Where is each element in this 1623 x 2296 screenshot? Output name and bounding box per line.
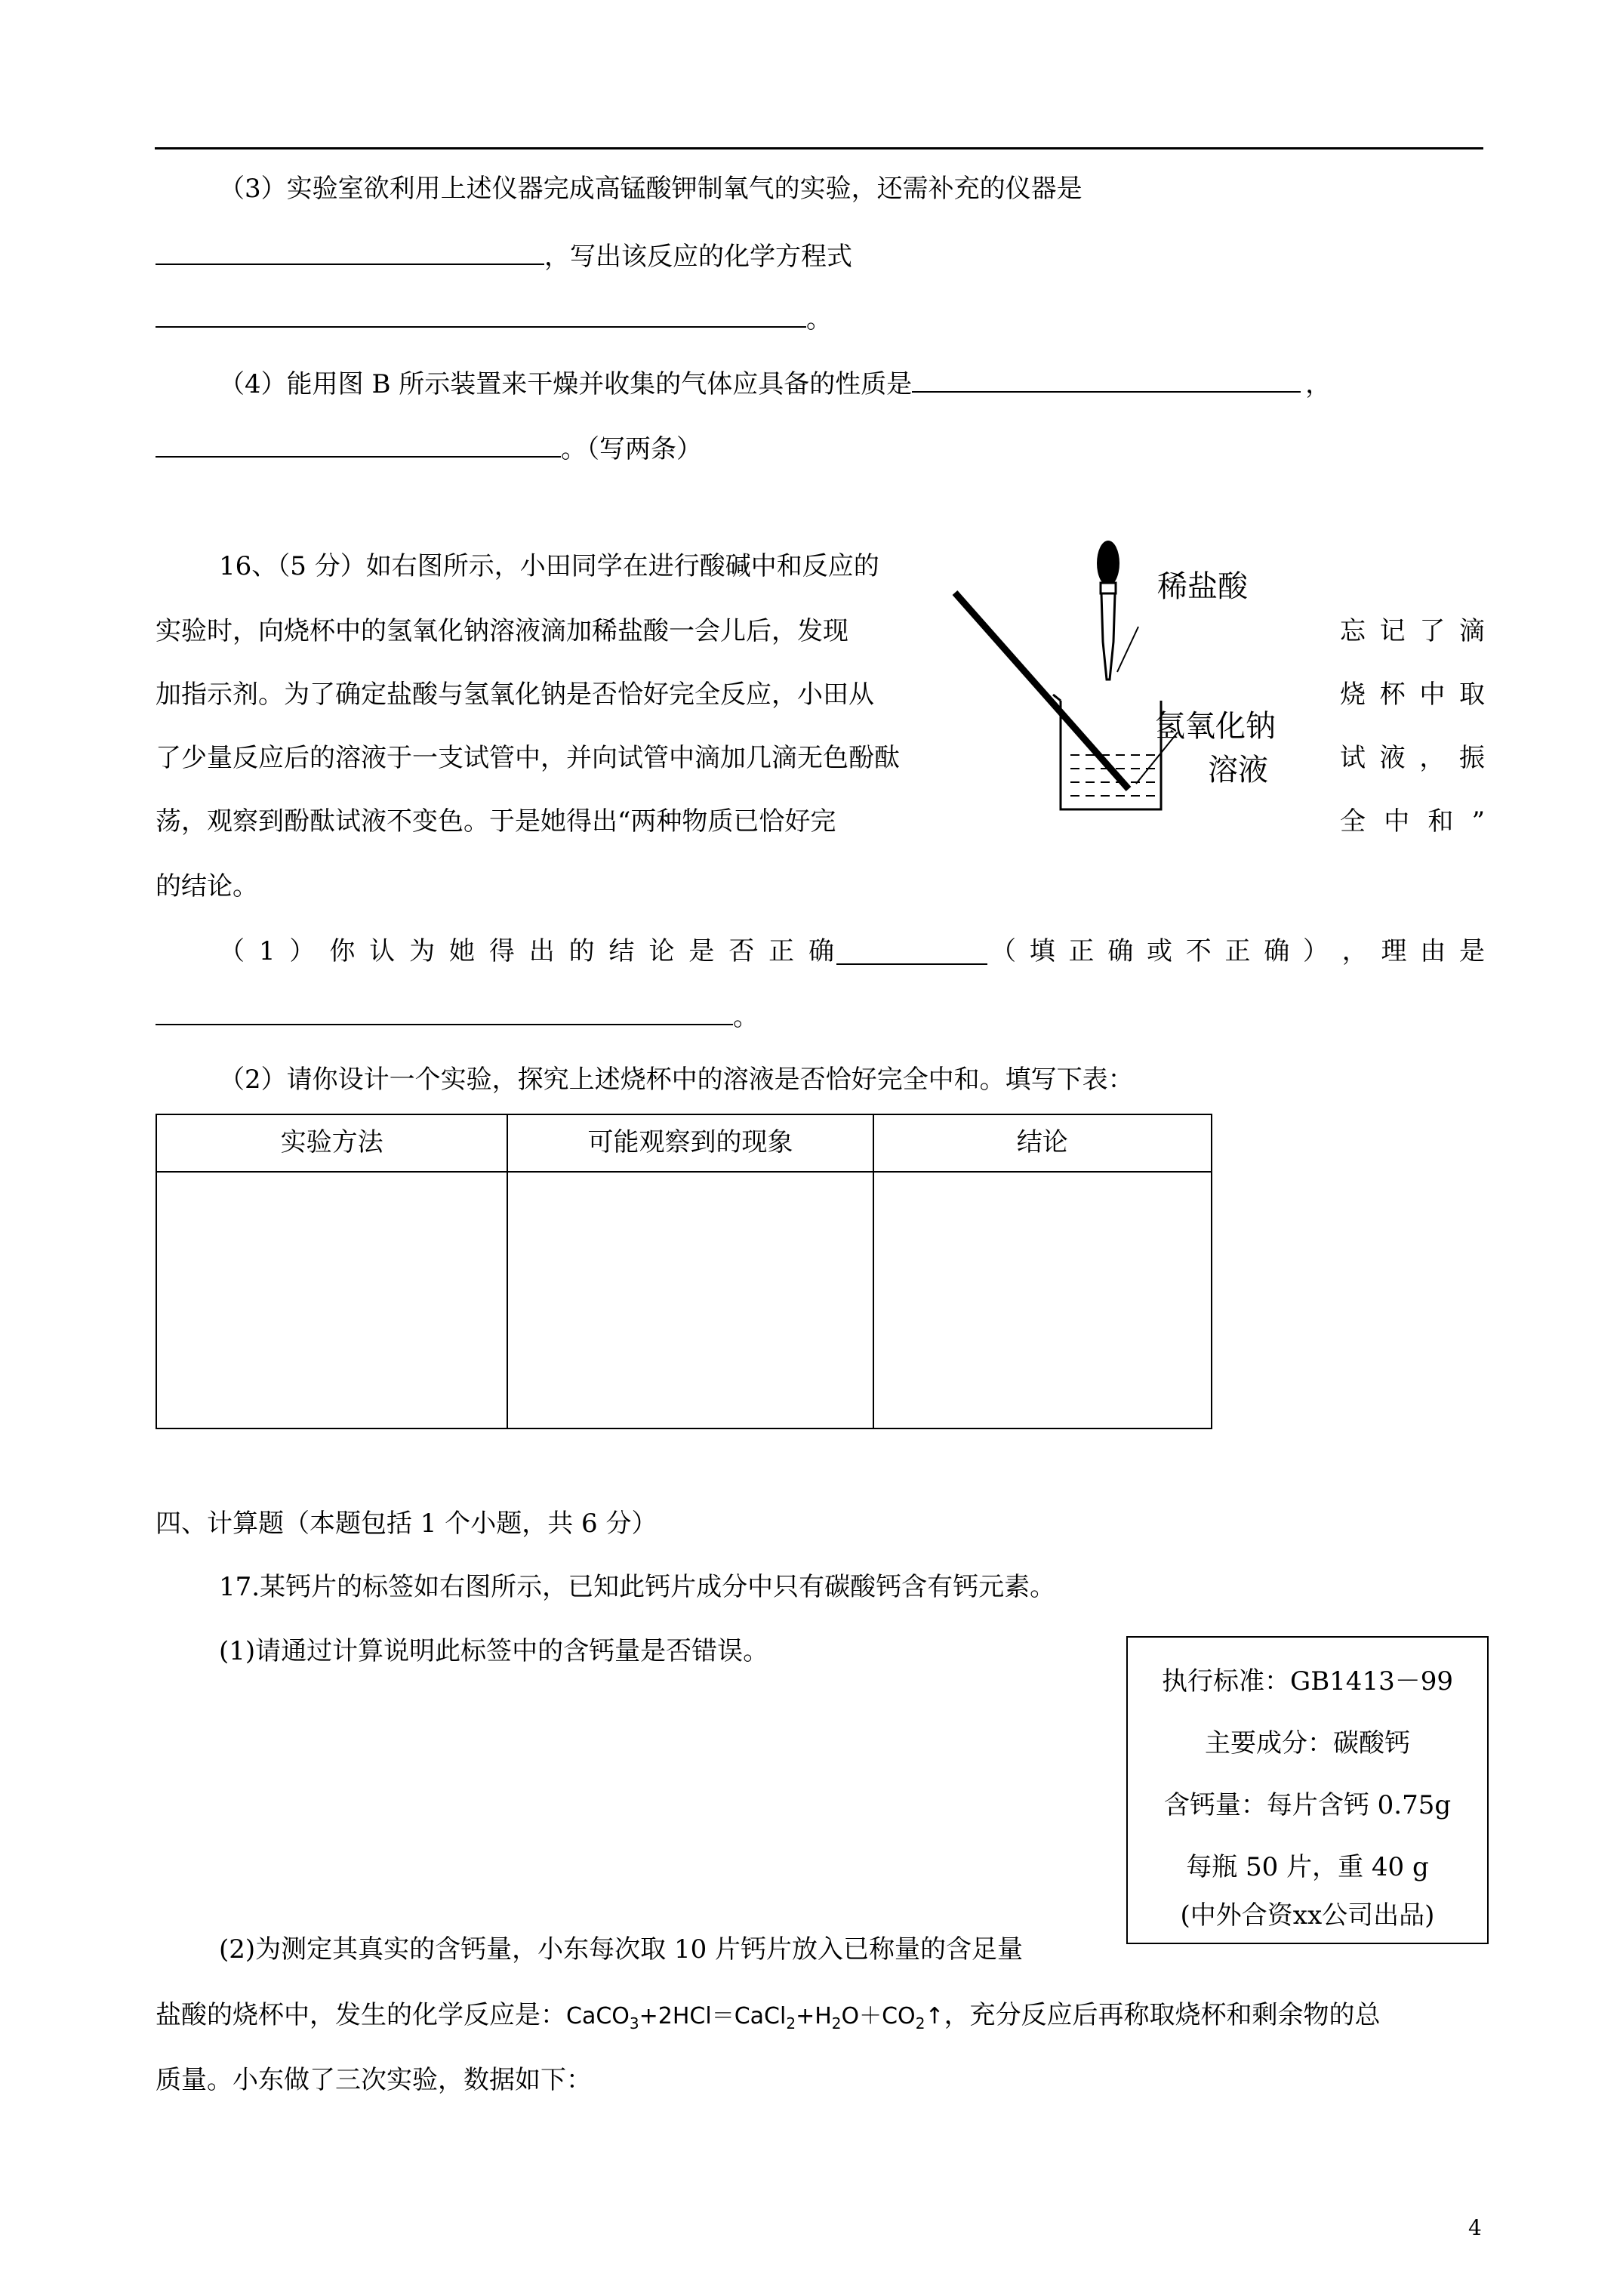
q16-line2-right: 忘 记 了 滴: [1340, 616, 1485, 646]
calcium-label-box: [1126, 1636, 1489, 1944]
q16-line3: 加指示剂。为了确定盐酸与氢氧化钠是否恰好完全反应，小田从: [156, 680, 874, 710]
q16-line4-right: 试 液 ， 振: [1340, 743, 1485, 773]
q17-sub2: (2)为测定其真实的含钙量，小东每次取 10 片钙片放入已称量的含足量: [219, 1934, 1024, 1965]
table-header-conclusion: 结论: [873, 1114, 1212, 1172]
q16-sub1-part1: （ 1 ） 你 认 为 她 得 出 的 结 论 是 否 正 确: [219, 936, 834, 966]
q16-sub1-line2: 。: [156, 998, 759, 1034]
table-header-phenomenon: 可能观察到的现象: [507, 1114, 873, 1172]
answer-blank-correctness[interactable]: [836, 938, 987, 965]
q15-part4-line2: 。（写两条）: [156, 430, 702, 466]
q17-sub1: (1)请通过计算说明此标签中的含钙量是否错误。: [219, 1636, 769, 1666]
label-maker: (中外合资xx公司出品): [1180, 1900, 1435, 1931]
figure-label-base-2: 溶液: [1208, 753, 1268, 787]
answer-blank-property-2[interactable]: [156, 430, 561, 458]
page-number: 4: [1468, 2215, 1482, 2240]
q17-intro: 17.某钙片的标签如右图所示，已知此钙片成分中只有碳酸钙含有钙元素。: [219, 1572, 1056, 1602]
q16-sub1-part2: （ 填 正 确 或 不 正 确 ） ， 理 由 是: [990, 936, 1485, 966]
table-cell-conclusion[interactable]: [873, 1172, 1212, 1428]
q16-line5-right: 全 中 和 ”: [1340, 806, 1485, 837]
q16-line5: 荡，观察到酚酞试液不变色。于是她得出“两种物质已恰好完: [156, 806, 836, 837]
answer-blank-equation[interactable]: [156, 300, 806, 328]
q17-line-b: 质量。小东做了三次实验，数据如下：: [156, 2065, 592, 2095]
figure-label-base-1: 氢氧化钠: [1155, 709, 1276, 744]
answer-blank-instrument[interactable]: [156, 238, 544, 265]
q15-part4-line1: （4）能用图 B 所示装置来干燥并收集的气体应具备的性质是 ，: [219, 365, 1331, 401]
answer-blank-reason[interactable]: [156, 998, 733, 1025]
q15-part3-line2: ，写出该反应的化学方程式: [156, 238, 852, 273]
figure-label-acid: 稀盐酸: [1157, 569, 1248, 604]
q15-part3-line3: 。: [156, 300, 832, 336]
label-standard: 执行标准：GB1413－99: [1162, 1666, 1453, 1697]
experiment-table: [156, 1114, 1212, 1429]
table-cell-method[interactable]: [156, 1172, 507, 1428]
table-cell-phenomenon[interactable]: [507, 1172, 873, 1428]
q16-line1: 16、（5 分）如右图所示，小田同学在进行酸碱中和反应的: [219, 551, 879, 581]
label-ingredient: 主要成分：碳酸钙: [1205, 1728, 1410, 1758]
label-calcium: 含钙量：每片含钙 0.75g: [1163, 1790, 1452, 1820]
dropper-icon: [1097, 541, 1138, 680]
q17-line-a: 盐酸的烧杯中，发生的化学反应是：$CaCO_3+2HCl=CaCl_2+H_2O+CO_2↑$，充分反应后再称取烧杯和剩余物的总: [156, 2000, 1381, 2032]
label-bottle: 每瓶 50 片，重 40 g: [1186, 1852, 1429, 1882]
table-header-method: 实验方法: [156, 1114, 507, 1172]
chemical-equation: $CaCO_3+2HCl=CaCl_2+H_2O+CO_2↑$: [566, 2003, 944, 2032]
q15-part3-line1: （3）实验室欲利用上述仪器完成高锰酸钾制氧气的实验，还需补充的仪器是: [219, 174, 1083, 204]
q16-sub2: （2）请你设计一个实验，探究上述烧杯中的溶液是否恰好完全中和。填写下表：: [219, 1065, 1134, 1095]
neutralization-figure: [936, 529, 1329, 831]
q16-line6: 的结论。: [156, 871, 258, 901]
q16-line3-right: 烧 杯 中 取: [1340, 680, 1485, 710]
section4-title: 四、计算题（本题包括 1 个小题，共 6 分）: [156, 1509, 658, 1539]
q16-line4: 了少量反应后的溶液于一支试管中，并向试管中滴加几滴无色酚酞: [156, 743, 900, 773]
header-rule: [155, 147, 1483, 149]
answer-blank-property-1[interactable]: [912, 365, 1301, 393]
q16-line2: 实验时，向烧杯中的氢氧化钠溶液滴加稀盐酸一会儿后，发现: [156, 616, 848, 646]
